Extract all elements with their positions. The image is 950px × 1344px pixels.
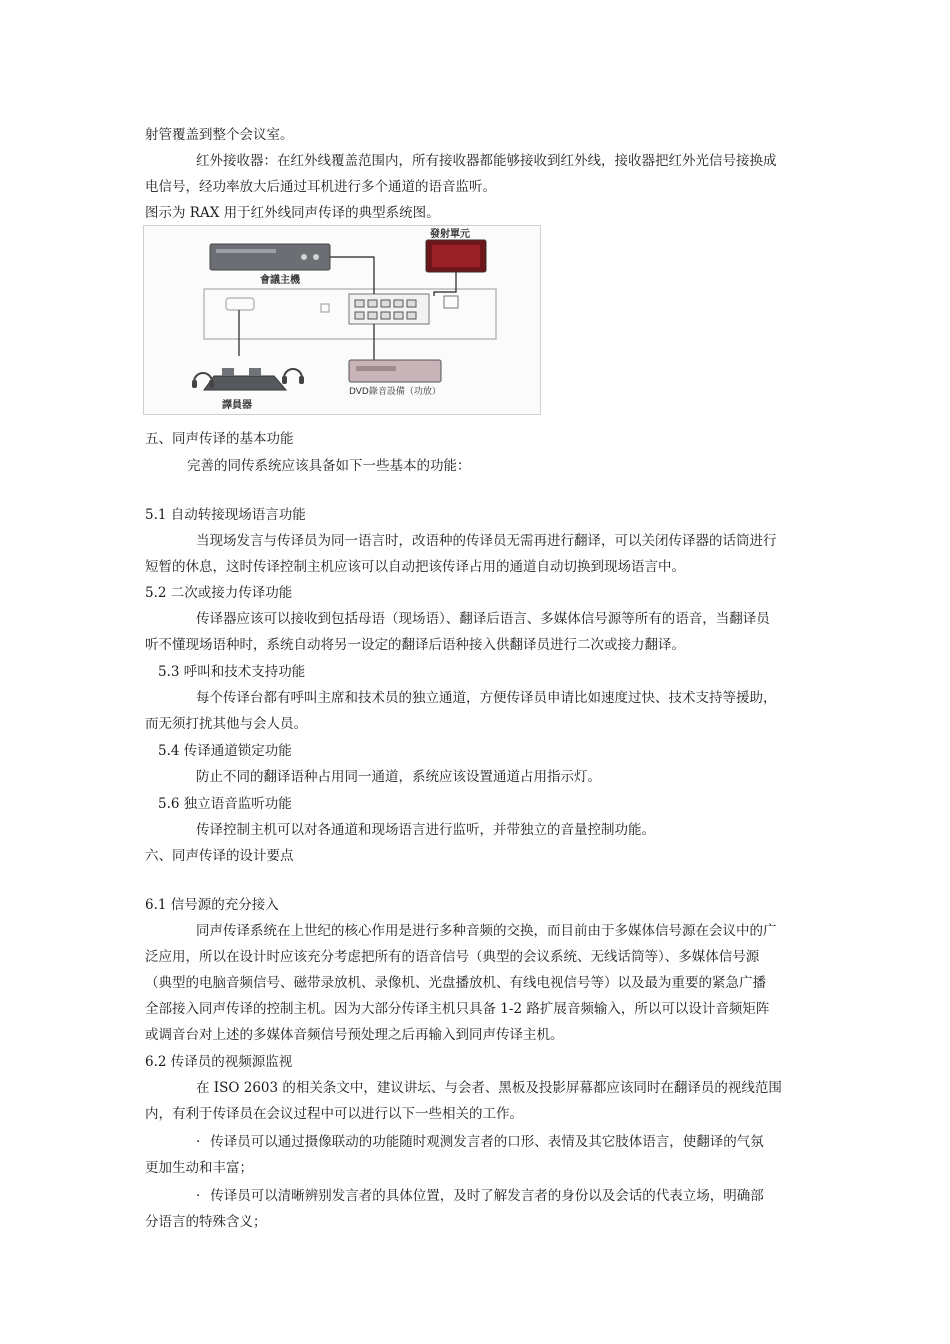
paragraph-line: 防止不同的翻译语种占用同一通道，系统应该设置通道占用指示灯。 xyxy=(196,769,601,785)
interpreter-label: 譯員器 xyxy=(222,400,252,411)
paragraph-line: 红外接收器：在红外线覆盖范围内，所有接收器都能够接收到红外线，接收器把红外光信号接换成 xyxy=(196,153,777,169)
paragraph-line: 传译器应该可以接收到包括母语（现场语）、翻译后语言、多媒体信号源等所有的语音，当翻译员 xyxy=(196,611,770,627)
subsection-title: 5.4 传译通道锁定功能 xyxy=(158,743,292,759)
bullet-text: 传译员可以清晰辨别发言者的具体位置，及时了解发言者的身份以及会话的代表立场，明确部 xyxy=(210,1188,764,1204)
paragraph-line: 全部接入同声传译的控制主机。因为大部分传译主机只具备 1-2 路扩展音频输入，所以可以设计音频矩阵 xyxy=(145,1001,770,1017)
system-diagram xyxy=(143,225,541,415)
bullet-text: 传译员可以通过摄像联动的功能随时观测发言者的口形、表情及其它肢体语言，使翻译的气氛 xyxy=(210,1134,764,1150)
subsection-title: 5.2 二次或接力传译功能 xyxy=(145,585,293,601)
emitter-icon xyxy=(426,240,486,272)
paragraph-line: 射管覆盖到整个会议室。 xyxy=(145,127,294,143)
section-title: 五、同声传译的基本功能 xyxy=(145,431,294,447)
paragraph-line: （典型的电脑音频信号、磁带录放机、录像机、光盘播放机、有线电视信号等）以及最为重要的紧急广播 xyxy=(145,975,766,991)
paragraph-line: 完善的同传系统应该具备如下一些基本的功能： xyxy=(187,458,471,474)
subsection-title: 6.2 传译员的视频源监视 xyxy=(145,1054,293,1070)
figure-caption: 图示为 RAX 用于红外线同声传译的典型系统图。 xyxy=(145,205,440,221)
host-label: 會議主機 xyxy=(260,275,300,286)
paragraph-line: 同声传译系统在上世纪的核心作用是进行多种音频的交换，而目前由于多媒体信号源在会议中的广 xyxy=(196,923,777,939)
host-unit-icon xyxy=(210,244,330,270)
paragraph-line: 听不懂现场语种时，系统自动将另一设定的翻译后语种接入供翻译员进行二次或接力翻译。 xyxy=(145,637,685,653)
dvd-label: DVD錄音設備（功放） xyxy=(349,387,441,397)
subsection-title: 5.3 呼叫和技术支持功能 xyxy=(158,664,306,680)
paragraph-line: 每个传译台都有呼叫主席和技术员的独立通道，方便传译员申请比如速度过快、技术支持等援助， xyxy=(196,690,777,706)
bullet-marker: · xyxy=(196,1134,201,1150)
paragraph-line: 或调音台对上述的多媒体音频信号预处理之后再输入到同声传译主机。 xyxy=(145,1027,564,1043)
headphones-icon xyxy=(282,369,304,384)
paragraph-line: 泛应用，所以在设计时应该充分考虑把所有的语音信号（典型的会议系统、无线话筒等）、多媒体信号源 xyxy=(145,949,760,965)
paragraph-line: 当现场发言与传译员为同一语言时，改语种的传译员无需再进行翻译，可以关闭传译器的话筒进行 xyxy=(196,533,777,549)
paragraph-line: 电信号，经功率放大后通过耳机进行多个通道的语音监听。 xyxy=(145,179,496,195)
paragraph-line: 分语言的特殊含义； xyxy=(145,1214,267,1230)
emitter-label: 發射單元 xyxy=(430,229,470,240)
bullet-line xyxy=(196,1133,764,1151)
paragraph-line: 传译控制主机可以对各通道和现场语言进行监听，并带独立的音量控制功能。 xyxy=(196,822,655,838)
headphones-icon xyxy=(192,373,214,388)
paragraph-line: 内，有利于传译员在会议过程中可以进行以下一些相关的工作。 xyxy=(145,1106,523,1122)
subsection-title: 5.6 独立语音监听功能 xyxy=(158,796,292,812)
subsection-title: 5.1 自动转接现场语言功能 xyxy=(145,507,306,523)
bullet-marker: · xyxy=(196,1188,201,1204)
section-title: 六、同声传译的设计要点 xyxy=(145,848,294,864)
paragraph-line: 在 ISO 2603 的相关条文中，建议讲坛、与会者、黑板及投影屏幕都应该同时在翻译员的视线范围 xyxy=(196,1080,782,1096)
bullet-line xyxy=(196,1187,764,1205)
dvd-player-icon xyxy=(349,360,441,382)
paragraph-line: 更加生动和丰富； xyxy=(145,1160,253,1176)
matrix-panel-icon xyxy=(349,294,458,324)
interpreter-desk-icon xyxy=(204,368,286,390)
paragraph-line: 而无须打扰其他与会人员。 xyxy=(145,716,307,732)
subsection-title: 6.1 信号源的充分接入 xyxy=(145,897,279,913)
paragraph-line: 短暂的休息，这时传译控制主机应该可以自动把该传译占用的通道自动切换到现场语言中。 xyxy=(145,559,685,575)
